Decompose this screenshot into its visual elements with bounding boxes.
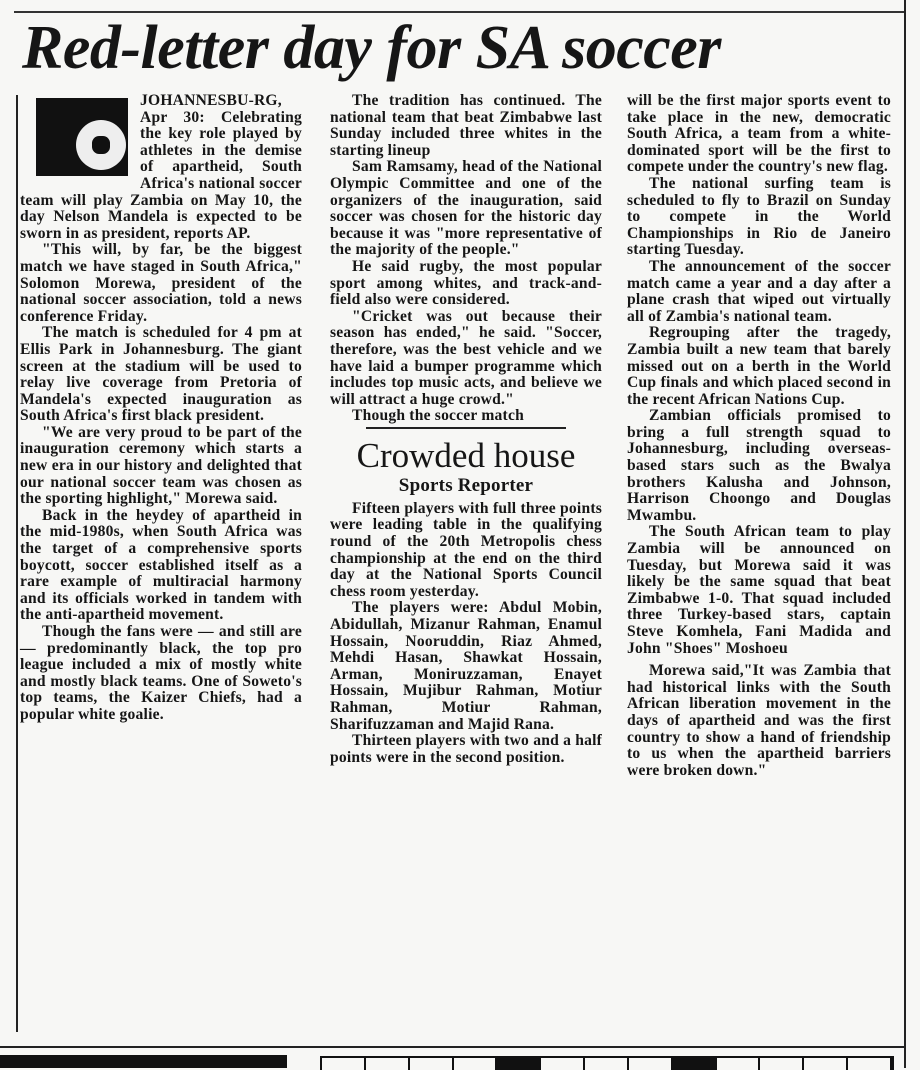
paragraph: He said rugby, the most popular sport among whites, and track-and-field also were considered. [330, 257, 602, 309]
paragraph: The match is scheduled for 4 pm at Ellis Park in Johannesburg. The giant screen at the stadium will be used to relay live coverage from Pretoria of Mandela's expected inauguration as South Africa's first black president. [20, 324, 302, 425]
paragraph: The announcement of the soccer match came a year and a day after a plane crash that wiped out virtually all of Zambia's national team. [627, 257, 891, 325]
paragraph: The national surfing team is scheduled to fly to Brazil on Sunday to compete in the World Championships in Rio de Janeiro starting Tuesday. [627, 174, 891, 259]
article-column-3 [627, 93, 891, 779]
continued-line: Though the soccer match [352, 407, 524, 425]
paragraph: The South African team to play Zambia will be announced on Tuesday, but Morewa said it was likely be the same squad that beat Zimbabwe 1-0. That squad included three Turkey-based stars, captain Steve Komhela, Fani Madida and John "Shoes" Moshoeu [627, 523, 891, 657]
paragraph: "This will, by far, be the biggest match we have staged in South Africa," Solomon Morewa, president of the national soccer association, told a news conference Friday. [20, 241, 302, 325]
paragraph: Morewa said,"It was Zambia that had historical links with the South African liberation movement in the days of apartheid and was the first country to show a hand of friendship to us when the apartheid barriers were broken down." [627, 662, 891, 779]
article-column-2 [330, 93, 602, 766]
soccer-ball-photo [36, 98, 128, 176]
byline: Sports Reporter [398, 474, 534, 496]
paragraph: The players were: Abdul Mobin, Abidullah, Mizanur Rahman, Enamul Hossain, Nooruddin, Riaz Ahmed, Mehdi Hasan, Shawkat Hossain, Arman, Moniruzzaman, Enayet Hossain, Mujibur Rahman, Motiur Rahman, Motiur Rahman, Sharifuzzaman and Majid Rana. [330, 599, 602, 733]
article-column-1 [20, 93, 302, 724]
paragraph: Thirteen players with two and a half points were in the second position. [330, 732, 602, 766]
paragraph: will be the first major sports event to take place in the new, democratic South Africa, a team from a white-dominated sport will be the first to compete under the country's new flag. [627, 92, 891, 176]
bottom-rule [0, 1046, 906, 1048]
paragraph: Though the fans were — and still are — predominantly black, the top pro league included a mix of mostly white and mostly black teams. One of Soweto's top teams, the Kaizer Chiefs, had a popular white goalie. [20, 623, 302, 723]
column-rule-right [904, 0, 906, 1068]
paragraph: JOHANNESBU-RG, Apr 30: Celebrating the key role played by athletes in the demise of apartheid, South Africa's national soccer team will play Zambia on May 10, the day Nelson Mandela is expected to be sworn in as president, reports AP. [20, 92, 302, 242]
column-rule-left [16, 95, 18, 1032]
paragraph: Zambian officials promised to bring a full strength squad to Johannesburg, including overseas-based stars such as the Bwalya brothers Kalusha and Johnson, Harrison Choongo and Douglas Mwambu. [627, 407, 891, 524]
section-divider [366, 427, 566, 429]
paragraph: Regrouping after the tragedy, Zambia built a new team that barely missed out on a berth in the World Cup finals and which placed second in the recent African Nations Cup. [627, 324, 891, 408]
bottom-black-bar [0, 1055, 287, 1068]
paragraph: "We are very proud to be part of the inauguration ceremony which starts a new era in our history and delighted that our national soccer team was chosen as the sporting highlight," Morewa said. [20, 423, 302, 508]
second-article-title: Crowded house [356, 435, 576, 475]
headline: Red-letter day for SA soccer [22, 14, 721, 82]
paragraph: "Cricket was out because their season has ended," he said. "Soccer, therefore, was the best vehicle and we have laid a bumper programme which includes top music acts, and believe we will attract a huge crowd." [330, 307, 602, 408]
paragraph: Back in the heydey of apartheid in the mid-1980s, when South Africa was the target of a comprehensive sports boycott, soccer established itself as a rare example of multiracial harmony and its officials worked in tandem with the anti-apartheid movement. [20, 506, 302, 624]
paragraph: The tradition has continued. The national team that beat Zimbabwe last Sunday included three whites in the starting lineup [330, 92, 602, 159]
paragraph: Sam Ramsamy, head of the National Olympic Committee and one of the organizers of the inauguration, said soccer was chosen for the historic day because it was "more representative of the majority of the people." [330, 158, 602, 259]
paragraph: Fifteen players with full three points were leading table in the qualifying round of the 20th Metropolis chess championship at the end on the third day at the National Sports Council chess room yesterday. [330, 499, 602, 600]
